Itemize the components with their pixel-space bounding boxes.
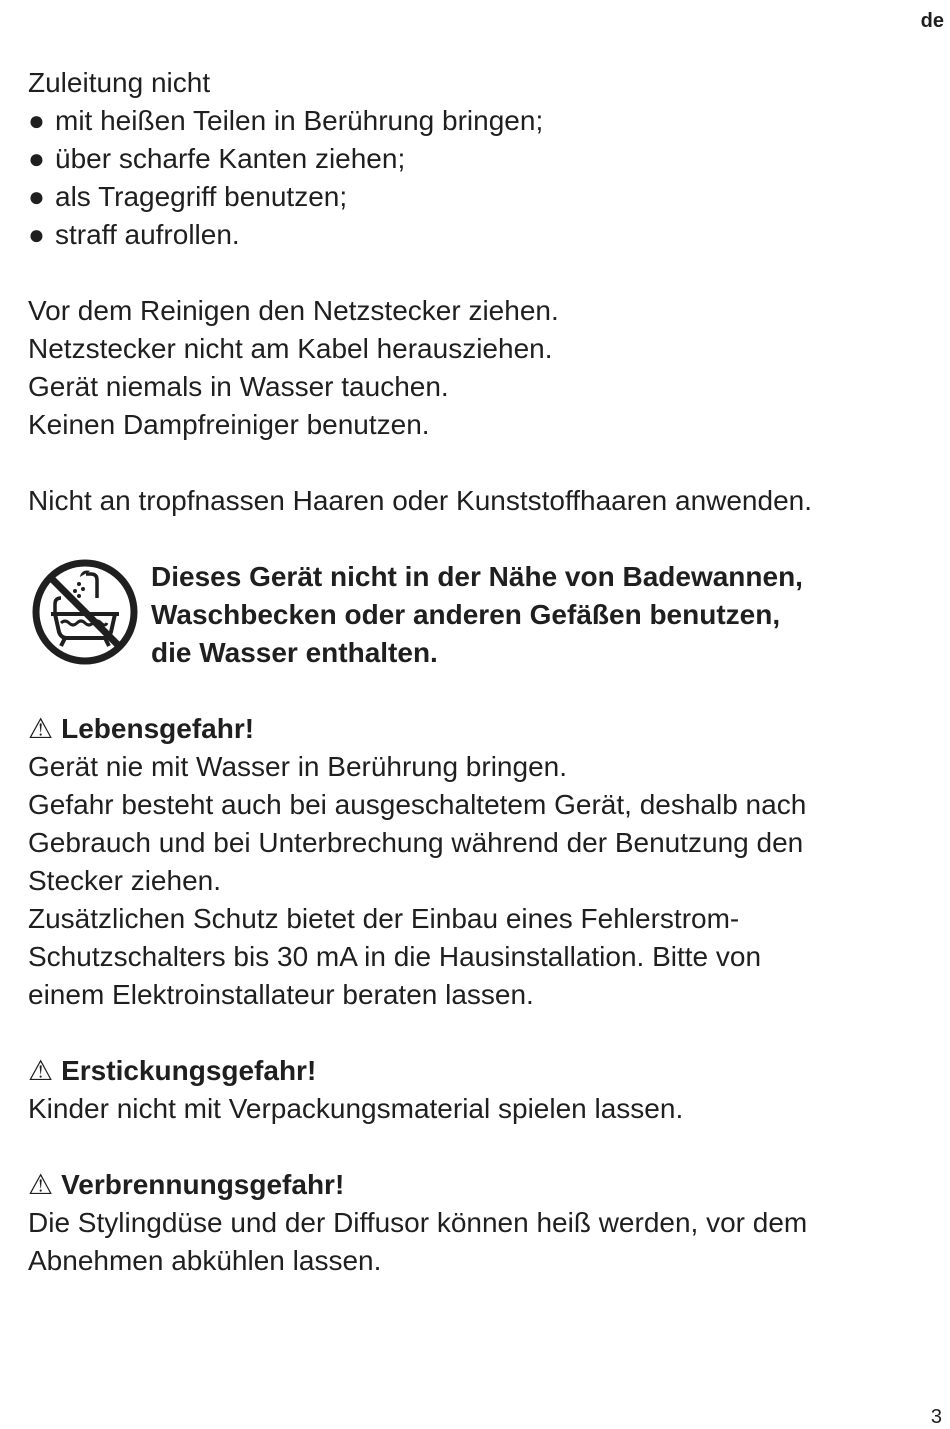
bullet-icon: ● <box>28 181 45 212</box>
warning-icon: ⚠ <box>28 713 54 744</box>
cord-intro: Zuleitung nicht <box>28 67 211 98</box>
list-item-text: als Tragegriff benutzen; <box>55 181 348 212</box>
suffocation-title: Erstickungsgefahr! <box>61 1055 317 1086</box>
list-item <box>28 140 928 178</box>
life-danger-line: Zusätzlichen Schutz bietet der Einbau eines Fehlerstrom- <box>28 903 740 934</box>
life-danger-line: Gefahr besteht auch bei ausgeschaltetem Gerät, deshalb nach <box>28 789 807 820</box>
burn-heading <box>28 1166 928 1204</box>
life-danger-line: Gebrauch und bei Unterbrechung während der Benutzung den <box>28 827 804 858</box>
cleaning-line: Gerät niemals in Wasser tauchen. <box>28 371 449 402</box>
bullet-icon: ● <box>28 219 45 250</box>
list-item-text: über scharfe Kanten ziehen; <box>55 143 406 174</box>
warning-icon: ⚠ <box>28 1055 54 1086</box>
life-danger-line: Stecker ziehen. <box>28 865 221 896</box>
suffocation-heading <box>28 1052 928 1090</box>
life-danger-line: Gerät nie mit Wasser in Berührung bringen. <box>28 751 567 782</box>
life-danger-line: einem Elektroinstallateur beraten lassen. <box>28 979 534 1010</box>
life-danger-title: Lebensgefahr! <box>61 713 255 744</box>
bullet-icon: ● <box>28 105 45 136</box>
cleaning-line: Keinen Dampfreiniger benutzen. <box>28 409 430 440</box>
burn-line: Abnehmen abkühlen lassen. <box>28 1245 382 1276</box>
bath-notice-line: die Wasser enthalten. <box>151 637 438 668</box>
list-item <box>28 178 928 216</box>
safety-instructions <box>28 64 928 1280</box>
warning-icon: ⚠ <box>28 1169 54 1200</box>
bullet-icon: ● <box>28 143 45 174</box>
life-danger-heading <box>28 710 928 748</box>
life-danger-line: Schutzschalters bis 30 mA in die Hausinstallation. Bitte von <box>28 941 762 972</box>
list-item-text: mit heißen Teilen in Berührung bringen; <box>55 105 544 136</box>
bath-notice <box>28 558 928 672</box>
suffocation-line: Kinder nicht mit Verpackungsmaterial spielen lassen. <box>28 1093 684 1124</box>
bath-notice-line: Waschbecken oder anderen Gefäßen benutzen, <box>151 599 781 630</box>
bath-notice-line: Dieses Gerät nicht in der Nähe von Badewannen, <box>151 561 803 592</box>
list-item <box>28 216 928 254</box>
bath-notice-text <box>151 558 803 672</box>
no-bathtub-icon <box>31 558 139 666</box>
page-number: 3 <box>930 1406 942 1428</box>
hair-note: Nicht an tropfnassen Haaren oder Kunststoffhaaren anwenden. <box>28 485 812 516</box>
language-code: de <box>920 10 944 32</box>
burn-title: Verbrennungsgefahr! <box>61 1169 345 1200</box>
cleaning-line: Netzstecker nicht am Kabel herausziehen. <box>28 333 553 364</box>
cleaning-line: Vor dem Reinigen den Netzstecker ziehen. <box>28 295 559 326</box>
list-item <box>28 102 928 140</box>
burn-line: Die Stylingdüse und der Diffusor können heiß werden, vor dem <box>28 1207 808 1238</box>
list-item-text: straff aufrollen. <box>55 219 240 250</box>
